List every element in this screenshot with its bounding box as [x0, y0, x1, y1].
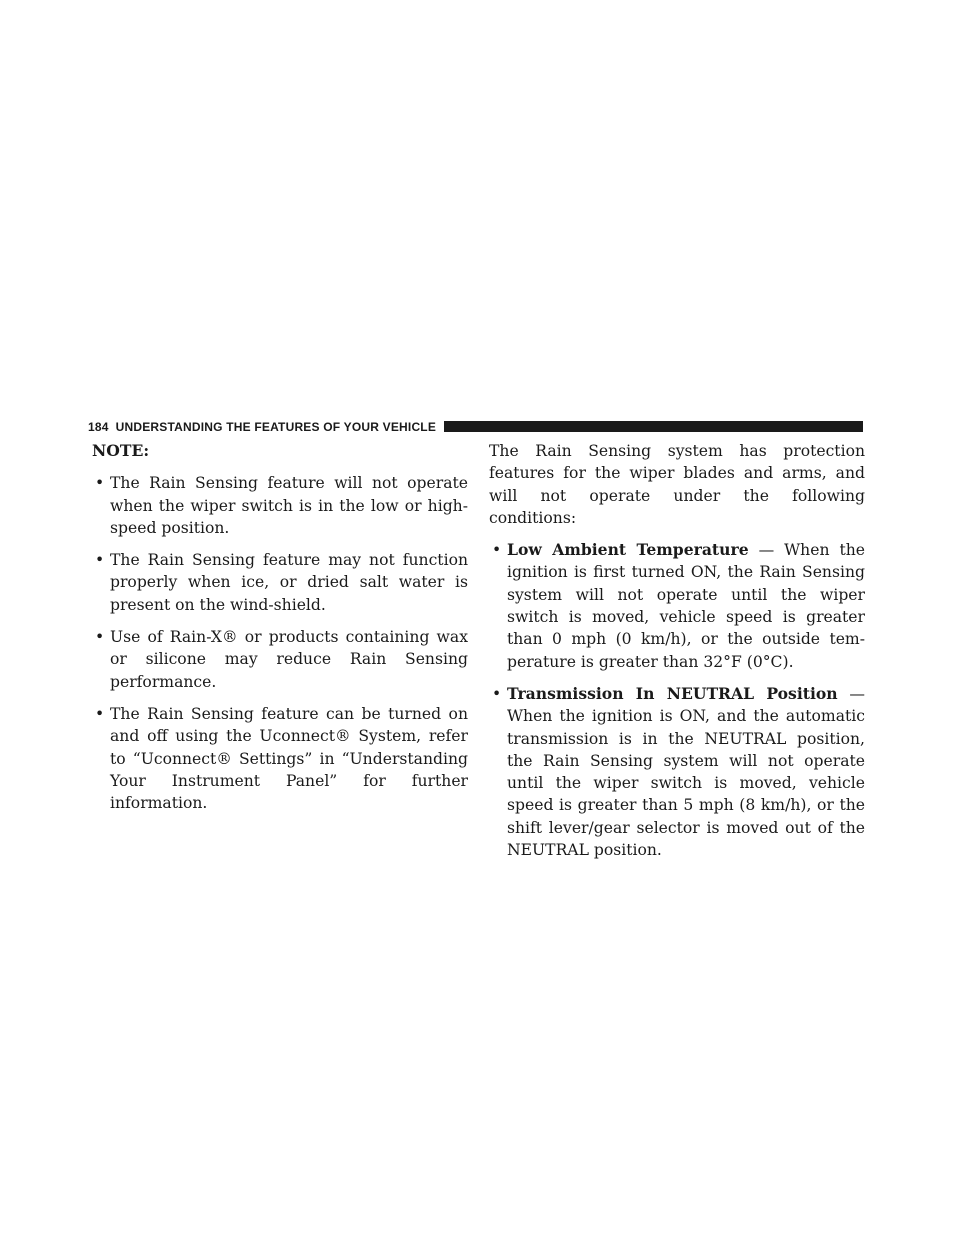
- note-bullet-text: The Rain Sensing feature can be turned on and off using the Uconnect® System, refer to “Uconnect® Settings” in “Understanding Your Instrument Panel” for further information.: [110, 704, 468, 813]
- condition-term: Low Ambient Temperature: [507, 540, 749, 560]
- page-number: 184: [88, 419, 109, 434]
- condition-item-transmission-neutral: [489, 683, 865, 861]
- note-bullet-list: [92, 472, 468, 814]
- right-column: [489, 440, 865, 871]
- condition-term: Transmission In NEUTRAL Position: [507, 683, 838, 703]
- note-bullet-text: Use of Rain-X® or products containing wax or silicone may reduce Rain Sensing performance.: [110, 628, 468, 691]
- bullet-icon: •: [492, 541, 502, 560]
- bullet-icon: •: [95, 704, 105, 723]
- left-column: [92, 440, 468, 824]
- note-bullet-item: [92, 549, 468, 616]
- section-title: UNDERSTANDING THE FEATURES OF YOUR VEHICLE: [115, 419, 437, 434]
- bullet-icon: •: [95, 474, 105, 493]
- page-header: [88, 419, 863, 434]
- note-bullet-item: [92, 626, 468, 693]
- condition-text: — When the ignition is first turned ON, the Rain Sensing system will not operate until the wiper switch is moved, vehicle speed is greater than 0 mph (0 km/h), or the outside tem-perature is greater than 32°F (0°C).: [507, 541, 865, 671]
- note-bullet-text: The Rain Sensing feature may not function properly when ice, or dried salt water is present on the wind-shield.: [110, 551, 468, 614]
- header-rule: [444, 421, 863, 432]
- note-bullet-item: [92, 703, 468, 814]
- note-bullet-text: The Rain Sensing feature will not operate when the wiper switch is in the low or high-speed position.: [110, 474, 468, 537]
- note-bullet-item: [92, 472, 468, 539]
- note-heading: NOTE:: [92, 441, 150, 460]
- condition-item-low-ambient-temperature: [489, 539, 865, 673]
- bullet-icon: •: [492, 684, 502, 703]
- protection-intro: The Rain Sensing system has protection features for the wiper blades and arms, and will not operate under the following conditions:: [489, 442, 865, 527]
- bullet-icon: •: [95, 551, 105, 570]
- condition-text: — When the ignition is ON, and the automatic transmission is in the NEUTRAL position, the Rain Sensing system will not operate until the wiper switch is moved, vehicle speed is greater than 5 mph (8 km/h), or the shift lever/gear selector is moved out of the NEUTRAL position.: [507, 684, 865, 860]
- conditions-list: [489, 539, 865, 861]
- bullet-icon: •: [95, 628, 105, 647]
